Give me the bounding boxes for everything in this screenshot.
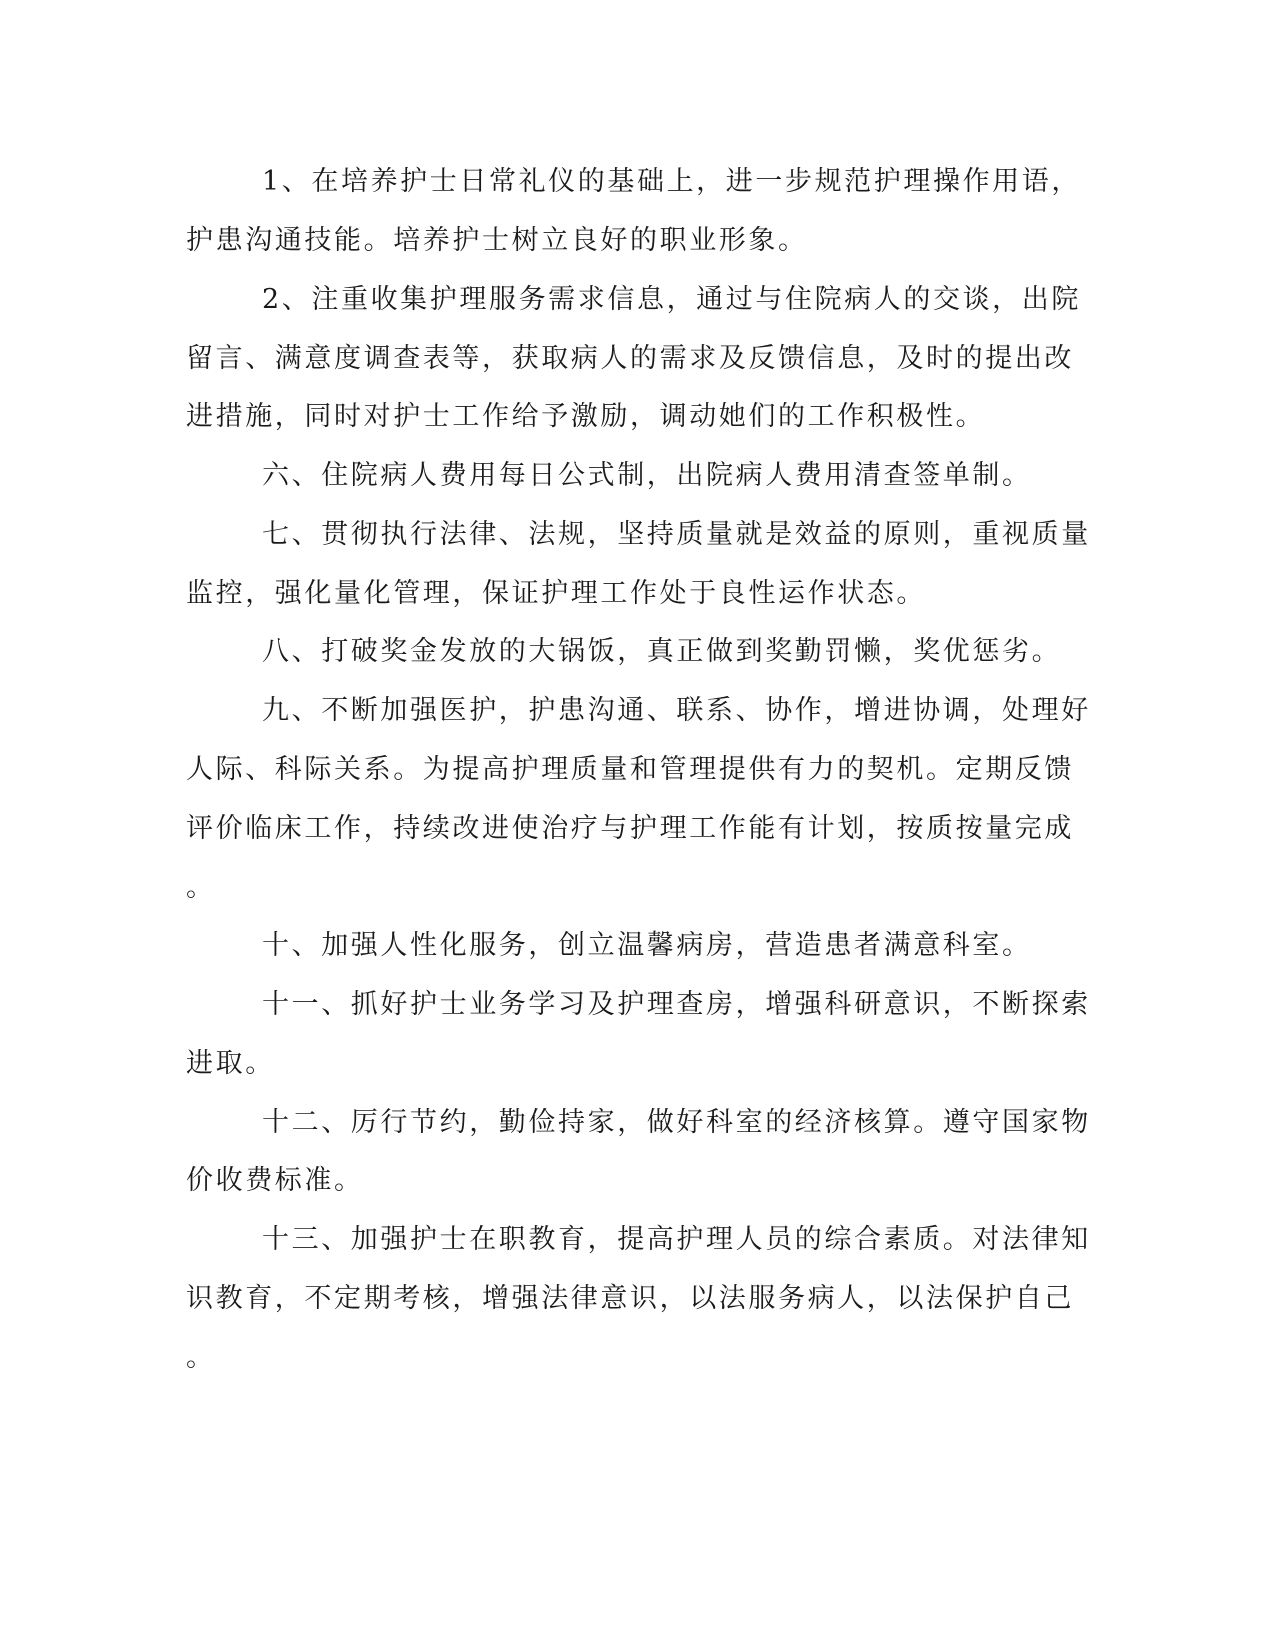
text-line: 十二、厉行节约，勤俭持家，做好科室的经济核算。遵守国家物	[262, 1107, 1091, 1138]
text-line: 九、不断加强医护，护患沟通、联系、协作，增进协调，处理好	[262, 695, 1091, 726]
text-line: 1、在培养护士日常礼仪的基础上，进一步规范护理操作用语，	[262, 166, 1081, 197]
text-line: 六、住院病人费用每日公式制，出院病人费用清查签单制。	[262, 460, 1032, 491]
text-line: 进措施，同时对护士工作给予激励，调动她们的工作积极性。	[186, 401, 986, 432]
text-line: 留言、满意度调查表等，获取病人的需求及反馈信息，及时的提出改	[186, 343, 1074, 374]
text-line: 识教育，不定期考核，增强法律意识，以法服务病人，以法保护自己	[186, 1283, 1074, 1314]
text-line: 人际、科际关系。为提高护理质量和管理提供有力的契机。定期反馈	[186, 754, 1074, 785]
text-line: 十、加强人性化服务，创立温馨病房，营造患者满意科室。	[262, 930, 1032, 961]
text-line: 八、打破奖金发放的大锅饭，真正做到奖勤罚懒，奖优惩劣。	[262, 636, 1062, 667]
text-line: 2、注重收集护理服务需求信息，通过与住院病人的交谈，出院	[262, 284, 1081, 315]
text-line: 护患沟通技能。培养护士树立良好的职业形象。	[186, 225, 808, 256]
text-line: 十一、抓好护士业务学习及护理查房，增强科研意识，不断探索	[262, 989, 1091, 1020]
text-line: 七、贯彻执行法律、法规，坚持质量就是效益的原则，重视质量	[262, 519, 1091, 550]
text-line: 监控，强化量化管理，保证护理工作处于良性运作状态。	[186, 578, 926, 609]
text-line: 十三、加强护士在职教育，提高护理人员的综合素质。对法律知	[262, 1224, 1091, 1255]
text-line: 价收费标准。	[186, 1165, 364, 1196]
text-line: 评价临床工作，持续改进使治疗与护理工作能有计划，按质按量完成	[186, 813, 1074, 844]
text-line: 。	[186, 872, 216, 903]
text-line: 。	[186, 1342, 216, 1373]
text-line: 进取。	[186, 1048, 275, 1079]
